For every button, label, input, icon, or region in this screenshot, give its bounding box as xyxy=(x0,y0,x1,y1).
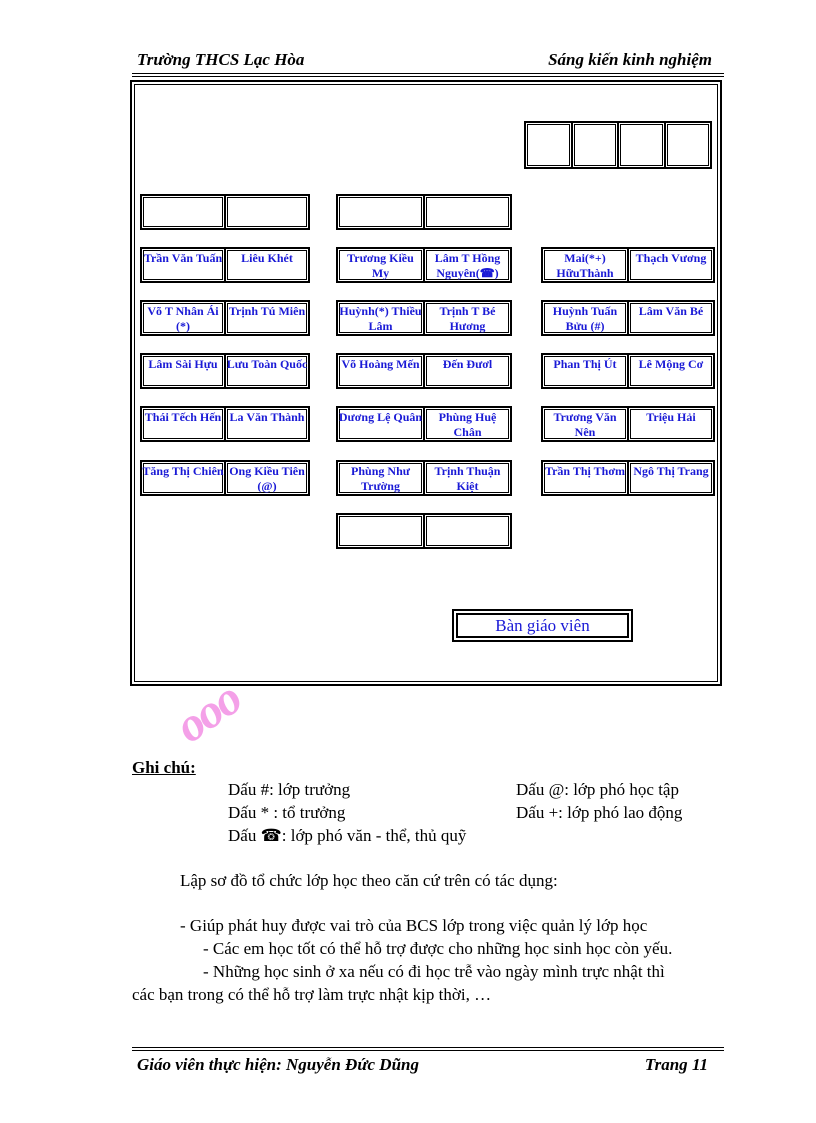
desk-middle-1 xyxy=(336,247,512,283)
student-seat: Ong Kiều Tiên (@) xyxy=(224,460,310,496)
blank-desk-left xyxy=(140,194,310,230)
desk-left-4 xyxy=(140,406,310,442)
student-seat: Lưu Toàn Quốc xyxy=(224,353,310,389)
student-seat: Phùng Huệ Chân xyxy=(423,406,512,442)
student-seat: Lâm T Hồng Nguyên(☎) xyxy=(423,247,512,283)
student-seat: Huỳnh Tuấn Bửu (#) xyxy=(541,300,629,336)
watermark: ooo xyxy=(165,671,251,754)
desk-cell xyxy=(336,194,425,230)
desk-cell xyxy=(423,194,512,230)
student-seat: Trịnh Tú Miên xyxy=(224,300,310,336)
legend-item: Dấu ☎: lớp phó văn - thể, thủ quỹ xyxy=(228,826,467,845)
student-seat: Dương Lệ Quân xyxy=(336,406,425,442)
benefit-2: - Các em học tốt có thể hỗ trợ được cho những học sinh học còn yếu. xyxy=(203,939,673,958)
benefit-3-continued: các bạn trong có thể hỗ trợ làm trực nhật kịp thời, … xyxy=(132,985,492,1004)
teacher-desk: Bàn giáo viên xyxy=(452,609,633,642)
legend-item: Dấu #: lớp trưởng xyxy=(228,780,351,799)
student-seat: Tăng Thị Chiên xyxy=(140,460,226,496)
benefit-1: - Giúp phát huy được vai trò của BCS lớp trong việc quản lý lớp học xyxy=(180,916,648,935)
header-school: Trường THCS Lạc Hòa xyxy=(137,50,305,69)
intro-paragraph: Lập sơ đồ tổ chức lớp học theo căn cứ trên có tác dụng: xyxy=(180,871,558,890)
desk-right-3 xyxy=(541,353,715,389)
student-seat: Trần Văn Tuấn xyxy=(140,247,226,283)
footer-teacher: Giáo viên thực hiện: Nguyễn Đức Dũng xyxy=(137,1055,419,1074)
benefit-3: - Những học sinh ở xa nếu có đi học trễ vào ngày mình trực nhật thì xyxy=(203,962,665,981)
desk-left-5 xyxy=(140,460,310,496)
student-seat: Huỳnh(*) Thiều Lâm xyxy=(336,300,425,336)
desk-left-1 xyxy=(140,247,310,283)
page-number: 11 xyxy=(691,1055,708,1074)
desk-middle-5 xyxy=(336,460,512,496)
student-seat: Trần Thị Thơm xyxy=(541,460,629,496)
desk-right-1 xyxy=(541,247,715,283)
student-seat: Trương Văn Nên xyxy=(541,406,629,442)
legend-title: Ghi chú: xyxy=(132,758,196,777)
student-seat: Mai(*+) HữuThành xyxy=(541,247,629,283)
legend-item: Dấu +: lớp phó lao động xyxy=(516,803,683,822)
student-seat: La Văn Thành xyxy=(224,406,310,442)
student-seat: Đến Đươl xyxy=(423,353,512,389)
blank-desk-middle xyxy=(336,194,512,230)
student-seat: Trịnh Thuận Kiệt xyxy=(423,460,512,496)
footer-rule xyxy=(132,1047,724,1051)
desk-cell xyxy=(423,513,512,549)
student-seat: Võ T Nhân Ái (*) xyxy=(140,300,226,336)
footer-page xyxy=(645,1055,708,1075)
desk-cell xyxy=(664,121,713,169)
desk-middle-4 xyxy=(336,406,512,442)
desk-cell xyxy=(224,194,310,230)
desk-left-2 xyxy=(140,300,310,336)
student-seat: Trịnh T Bé Hương xyxy=(423,300,512,336)
student-seat: Lâm Sài Hựu xyxy=(140,353,226,389)
desk-cell xyxy=(524,121,573,169)
student-seat: Lâm Văn Bé xyxy=(627,300,715,336)
student-seat: Trương Kiều My xyxy=(336,247,425,283)
legend-item: Dấu * : tổ trưởng xyxy=(228,803,346,822)
student-seat: Thái Tếch Hến xyxy=(140,406,226,442)
page-label: Trang xyxy=(644,1055,688,1074)
desk-right-2 xyxy=(541,300,715,336)
top-right-desk xyxy=(524,121,712,169)
student-seat: Ngô Thị Trang xyxy=(627,460,715,496)
desk-cell xyxy=(140,194,226,230)
desk-cell xyxy=(336,513,425,549)
desk-right-5 xyxy=(541,460,715,496)
desk-left-3 xyxy=(140,353,310,389)
blank-desk-bottom xyxy=(336,513,512,549)
desk-middle-2 xyxy=(336,300,512,336)
student-seat: Lê Mộng Cơ xyxy=(627,353,715,389)
legend-item: Dấu @: lớp phó học tập xyxy=(516,780,679,799)
desk-cell xyxy=(571,121,620,169)
student-seat: Thạch Vương xyxy=(627,247,715,283)
student-seat: Phùng Như Trường xyxy=(336,460,425,496)
student-seat: Phan Thị Út xyxy=(541,353,629,389)
student-seat: Triệu Hải xyxy=(627,406,715,442)
header-rule xyxy=(132,73,724,77)
desk-right-4 xyxy=(541,406,715,442)
header-title: Sáng kiến kinh nghiệm xyxy=(548,50,712,69)
student-seat: Liêu Khét xyxy=(224,247,310,283)
student-seat: Võ Hoàng Mến xyxy=(336,353,425,389)
desk-cell xyxy=(617,121,666,169)
desk-middle-3 xyxy=(336,353,512,389)
